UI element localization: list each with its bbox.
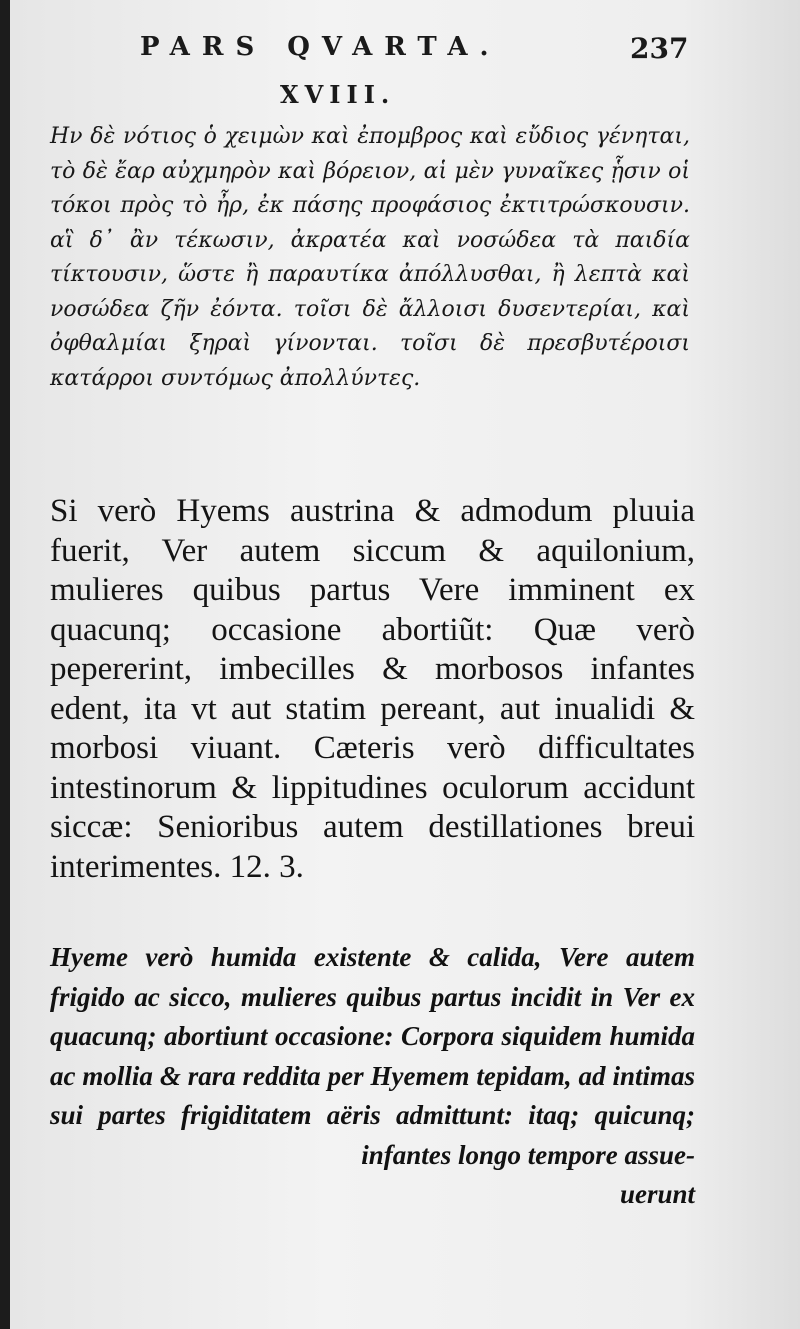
latin-paragraph-2 (50, 938, 695, 1215)
section-number: XVIII. (280, 80, 396, 109)
page-number: 237 (630, 32, 689, 65)
page-header (10, 32, 800, 72)
latin-paragraph-2-text: Hyeme verò humida existente & calida, Vere autem frigido ac sicco, mulieres quibus partus incidit in Ver ex quacunq; abortiunt occasione: Corpora siquidem humida ac mollia & rara reddita per Hyemem tepidam, ad intimas sui partes frigiditatem aëris admittunt: itaq; quicunq; infantes longo tempore assue- (50, 942, 695, 1170)
book-page (10, 0, 800, 1329)
running-head: PARS QVARTA. (140, 32, 501, 62)
latin-paragraph-1: Si verò Hyems austrina & admodum pluuia fuerit, Ver autem siccum & aquilonium, mulieres quibus partus Vere imminent ex quacunq; occasione abortiũt: Quæ verò pepererint, imbecilles & morbosos infantes edent, ita vt aut statim pereant, aut inualidi & morbosi viuant. Cæteris verò difficultates intestinorum & lippitudines oculorum accidunt siccæ: Senioribus autem destillationes breui interimentes. 12. 3. (50, 493, 695, 885)
greek-paragraph: Ην δὲ νότιος ὁ χειμὼν καὶ ἐπομβρος καὶ εὔδιος γένηται, τὸ δὲ ἔαρ αὐχμηρὸν καὶ βόρειον, αἱ μὲν γυναῖκες ᾗσιν οἱ τόκοι πρὸς τὸ ἦρ, ἐκ πάσης προφάσιος ἐκτιτρώσκουσιν. αἳ δ᾽ ἂν τέκωσιν, ἀκρατέα καὶ νοσώδεα τὰ παιδία τίκτουσιν, ὥστε ἢ παραυτίκα ἀπόλλυσθαι, ἢ λεπτὰ καὶ νοσώδεα ζῆν ἐόντα. τοῖσι δὲ ἄλλοισι δυσεντερίαι, καὶ ὀφθαλμίαι ξηραὶ γίνονται. τοῖσι δὲ πρεσβυτέροισι κατάρροι συντόμως ἀπολλύντες. (50, 124, 690, 391)
catchword: uerunt (619, 1179, 695, 1209)
